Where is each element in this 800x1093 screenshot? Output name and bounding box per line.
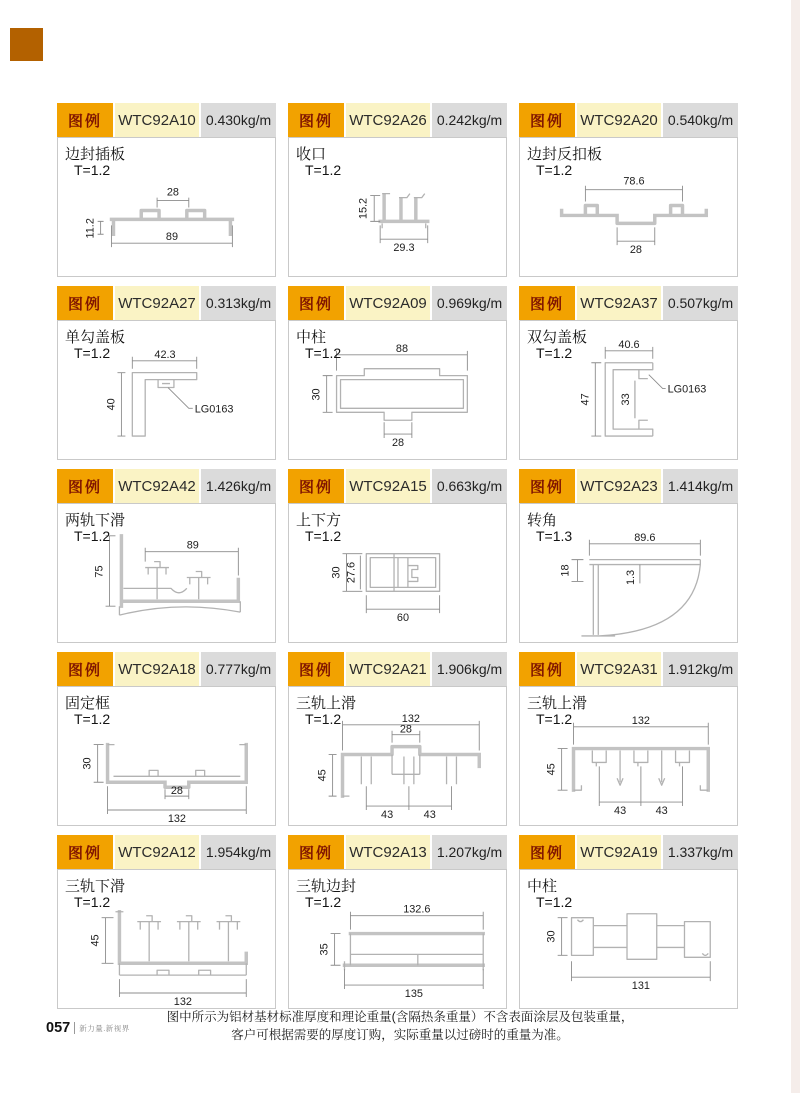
thickness-label: T=1.2 bbox=[305, 528, 342, 544]
profile-card bbox=[519, 103, 738, 277]
dim-label: 60 bbox=[396, 612, 410, 625]
dim-label: 40 bbox=[105, 398, 118, 411]
card-header bbox=[519, 835, 738, 869]
profile-card bbox=[57, 652, 276, 826]
profile-card bbox=[288, 469, 507, 643]
model-code: WTC92A13 bbox=[346, 835, 430, 869]
weight-value: 1.906kg/m bbox=[432, 652, 507, 686]
model-code: WTC92A09 bbox=[346, 286, 430, 320]
dim-label: 75 bbox=[93, 565, 106, 578]
dimension-lines bbox=[560, 532, 701, 585]
card-body bbox=[519, 320, 738, 460]
dim-label: 45 bbox=[545, 763, 558, 776]
profile-name: 边封反扣板 bbox=[527, 146, 603, 163]
model-code: WTC92A12 bbox=[115, 835, 199, 869]
legend-badge: 图例 bbox=[519, 286, 575, 320]
thickness-label: T=1.2 bbox=[74, 528, 111, 544]
weight-value: 0.507kg/m bbox=[663, 286, 738, 320]
card-header bbox=[288, 469, 507, 503]
thickness-label: T=1.2 bbox=[536, 711, 573, 727]
dim-label: 88 bbox=[395, 342, 409, 355]
profile-card bbox=[519, 835, 738, 1009]
footer-note-line2: 客户可根据需要的厚度订购，实际重量以过磅时的重量为准。 bbox=[231, 1028, 569, 1042]
dim-label: 132 bbox=[631, 714, 650, 727]
profile-name: 三轨下滑 bbox=[65, 878, 126, 895]
legend-badge: 图例 bbox=[57, 286, 113, 320]
profile-name: 上下方 bbox=[296, 512, 342, 529]
card-header bbox=[288, 835, 507, 869]
card-body bbox=[519, 503, 738, 643]
card-header bbox=[519, 103, 738, 137]
profile-shape bbox=[366, 554, 439, 592]
dim-label: 28 bbox=[629, 244, 642, 257]
dimension-lines bbox=[579, 339, 706, 436]
model-code: WTC92A19 bbox=[577, 835, 661, 869]
profile-name: 三轨上滑 bbox=[527, 695, 588, 712]
dim-label: 78.6 bbox=[623, 175, 645, 188]
card-header bbox=[288, 652, 507, 686]
legend-badge: 图例 bbox=[57, 469, 113, 503]
model-code: WTC92A23 bbox=[577, 469, 661, 503]
dimension-lines bbox=[319, 904, 484, 1000]
model-code: WTC92A27 bbox=[115, 286, 199, 320]
page-number-block bbox=[46, 1020, 130, 1036]
brand-tagline: 新力量.新视界 bbox=[79, 1023, 130, 1033]
weight-value: 0.777kg/m bbox=[201, 652, 276, 686]
dim-label: 89.6 bbox=[634, 531, 656, 544]
card-header bbox=[57, 835, 276, 869]
profile-card bbox=[519, 652, 738, 826]
profile-name: 两轨下滑 bbox=[65, 512, 126, 529]
dim-label: 30 bbox=[330, 566, 343, 579]
dim-label: 89 bbox=[186, 539, 199, 552]
dim-label: 40.6 bbox=[618, 338, 640, 351]
weight-value: 0.540kg/m bbox=[663, 103, 738, 137]
weight-value: 1.954kg/m bbox=[201, 835, 276, 869]
thickness-label: T=1.2 bbox=[536, 894, 573, 910]
profile-card bbox=[288, 652, 507, 826]
profile-shape bbox=[344, 934, 483, 971]
dim-label: 45 bbox=[316, 769, 329, 782]
dim-label: 28 bbox=[166, 186, 179, 199]
card-body bbox=[288, 137, 507, 277]
dim-label: 42.3 bbox=[154, 348, 176, 361]
legend-badge: 图例 bbox=[288, 469, 344, 503]
profile-name: 三轨边封 bbox=[296, 878, 357, 895]
profile-card bbox=[288, 835, 507, 1009]
weight-value: 0.969kg/m bbox=[432, 286, 507, 320]
card-header bbox=[57, 103, 276, 137]
dim-label: 30 bbox=[81, 757, 94, 770]
dim-label: 33 bbox=[619, 393, 632, 406]
dim-label: 132 bbox=[401, 712, 420, 725]
dim-label: 43 bbox=[381, 808, 394, 821]
model-code: WTC92A21 bbox=[346, 652, 430, 686]
legend-badge: 图例 bbox=[288, 103, 344, 137]
dim-label: 35 bbox=[318, 943, 331, 956]
model-code: WTC92A26 bbox=[346, 103, 430, 137]
model-code: WTC92A42 bbox=[115, 469, 199, 503]
page-edge-shadow bbox=[791, 0, 800, 1093]
thickness-label: T=1.2 bbox=[74, 162, 111, 178]
model-code: WTC92A37 bbox=[577, 286, 661, 320]
weight-value: 0.313kg/m bbox=[201, 286, 276, 320]
legend-badge: 图例 bbox=[57, 652, 113, 686]
model-code: WTC92A15 bbox=[346, 469, 430, 503]
card-body bbox=[57, 686, 276, 826]
profile-shape bbox=[572, 914, 711, 960]
card-body bbox=[57, 503, 276, 643]
profile-shape bbox=[119, 536, 240, 615]
card-body bbox=[57, 137, 276, 277]
dim-label: 43 bbox=[614, 804, 627, 817]
profile-shape bbox=[132, 373, 196, 436]
profile-shape bbox=[380, 194, 428, 229]
model-code: WTC92A18 bbox=[115, 652, 199, 686]
profile-grid bbox=[57, 103, 738, 1009]
card-body bbox=[288, 320, 507, 460]
dim-label: 30 bbox=[545, 930, 558, 943]
dim-label: 28 bbox=[170, 785, 183, 798]
thickness-label: T=1.2 bbox=[305, 894, 342, 910]
card-body bbox=[288, 869, 507, 1009]
profile-shape bbox=[337, 369, 468, 421]
card-header bbox=[288, 286, 507, 320]
dim-label: 29.3 bbox=[393, 242, 415, 255]
dim-label: 27.6 bbox=[345, 561, 358, 584]
profile-card bbox=[519, 286, 738, 460]
dimension-lines bbox=[546, 715, 709, 817]
dim-label: 18 bbox=[559, 564, 572, 577]
profile-name: 三轨上滑 bbox=[296, 695, 357, 712]
model-code: WTC92A10 bbox=[115, 103, 199, 137]
part-annotation: LG0163 bbox=[194, 403, 234, 416]
weight-value: 0.430kg/m bbox=[201, 103, 276, 137]
card-header bbox=[57, 652, 276, 686]
profile-name: 边封插板 bbox=[65, 146, 126, 163]
profile-name: 单勾盖板 bbox=[65, 329, 126, 346]
thickness-label: T=1.2 bbox=[305, 345, 342, 361]
profile-name: 双勾盖板 bbox=[527, 329, 588, 346]
legend-badge: 图例 bbox=[519, 835, 575, 869]
profile-name: 转角 bbox=[527, 512, 558, 529]
legend-badge: 图例 bbox=[57, 835, 113, 869]
model-code: WTC92A20 bbox=[577, 103, 661, 137]
legend-badge: 图例 bbox=[519, 469, 575, 503]
dim-label: 43 bbox=[655, 804, 668, 817]
thickness-label: T=1.2 bbox=[536, 162, 573, 178]
dim-label: 11.2 bbox=[84, 218, 97, 239]
weight-value: 0.242kg/m bbox=[432, 103, 507, 137]
dim-label: 1.3 bbox=[624, 569, 637, 586]
profile-name: 中柱 bbox=[527, 878, 558, 895]
card-body bbox=[519, 686, 738, 826]
dim-label: 132 bbox=[173, 995, 192, 1008]
card-header bbox=[57, 286, 276, 320]
legend-badge: 图例 bbox=[519, 652, 575, 686]
card-body bbox=[288, 686, 507, 826]
dim-label: 43 bbox=[423, 808, 436, 821]
page-number: 057 bbox=[46, 1020, 71, 1036]
dim-label: 47 bbox=[579, 393, 592, 406]
card-header bbox=[57, 469, 276, 503]
thickness-label: T=1.3 bbox=[536, 528, 573, 544]
card-body bbox=[519, 137, 738, 277]
weight-value: 0.663kg/m bbox=[432, 469, 507, 503]
profile-card bbox=[288, 286, 507, 460]
thickness-label: T=1.2 bbox=[536, 345, 573, 361]
thickness-label: T=1.2 bbox=[74, 894, 111, 910]
dim-label: 89 bbox=[165, 231, 179, 244]
profile-card bbox=[57, 469, 276, 643]
thickness-label: T=1.2 bbox=[305, 711, 342, 727]
page-number-divider bbox=[74, 1022, 75, 1034]
card-body bbox=[288, 503, 507, 643]
dim-label: 30 bbox=[310, 388, 323, 401]
dimension-lines bbox=[546, 918, 711, 992]
card-body bbox=[519, 869, 738, 1009]
profile-shape bbox=[562, 206, 707, 224]
card-header bbox=[519, 652, 738, 686]
weight-value: 1.912kg/m bbox=[663, 652, 738, 686]
weight-value: 1.426kg/m bbox=[201, 469, 276, 503]
profile-card bbox=[57, 835, 276, 1009]
profile-card bbox=[519, 469, 738, 643]
card-body bbox=[57, 869, 276, 1009]
profile-card bbox=[57, 103, 276, 277]
dim-label: 132 bbox=[167, 812, 186, 825]
profile-shape bbox=[115, 912, 246, 975]
card-header bbox=[519, 286, 738, 320]
profile-card bbox=[288, 103, 507, 277]
profile-shape bbox=[108, 745, 247, 788]
legend-badge: 图例 bbox=[288, 835, 344, 869]
profile-card bbox=[57, 286, 276, 460]
profile-name: 收口 bbox=[296, 146, 327, 163]
legend-badge: 图例 bbox=[288, 652, 344, 686]
part-annotation: LG0163 bbox=[667, 383, 707, 396]
profile-shape bbox=[581, 560, 700, 636]
dimension-lines bbox=[105, 349, 233, 436]
dim-label: 28 bbox=[391, 436, 405, 449]
thickness-label: T=1.2 bbox=[305, 162, 342, 178]
thickness-label: T=1.2 bbox=[74, 345, 111, 361]
dim-label: 28 bbox=[399, 723, 412, 736]
weight-value: 1.207kg/m bbox=[432, 835, 507, 869]
corner-marker bbox=[10, 28, 43, 61]
profile-name: 固定框 bbox=[65, 695, 111, 712]
legend-badge: 图例 bbox=[288, 286, 344, 320]
profile-name: 中柱 bbox=[296, 329, 327, 346]
weight-value: 1.414kg/m bbox=[663, 469, 738, 503]
dim-label: 45 bbox=[89, 934, 102, 947]
footer-note-line1: 图中所示为铝材基材标准厚度和理论重量(含隔热条重量）不含表面涂层及包装重量， bbox=[166, 1010, 634, 1024]
weight-value: 1.337kg/m bbox=[663, 835, 738, 869]
dim-label: 132.6 bbox=[403, 903, 431, 916]
dim-label: 15.2 bbox=[357, 197, 370, 220]
dim-label: 131 bbox=[631, 980, 650, 993]
card-header bbox=[288, 103, 507, 137]
legend-badge: 图例 bbox=[519, 103, 575, 137]
card-body bbox=[57, 320, 276, 460]
model-code: WTC92A31 bbox=[577, 652, 661, 686]
legend-badge: 图例 bbox=[57, 103, 113, 137]
thickness-label: T=1.2 bbox=[74, 711, 111, 727]
card-header bbox=[519, 469, 738, 503]
dim-label: 135 bbox=[404, 987, 423, 1000]
profile-shape bbox=[343, 747, 480, 797]
dimension-lines bbox=[331, 554, 440, 624]
